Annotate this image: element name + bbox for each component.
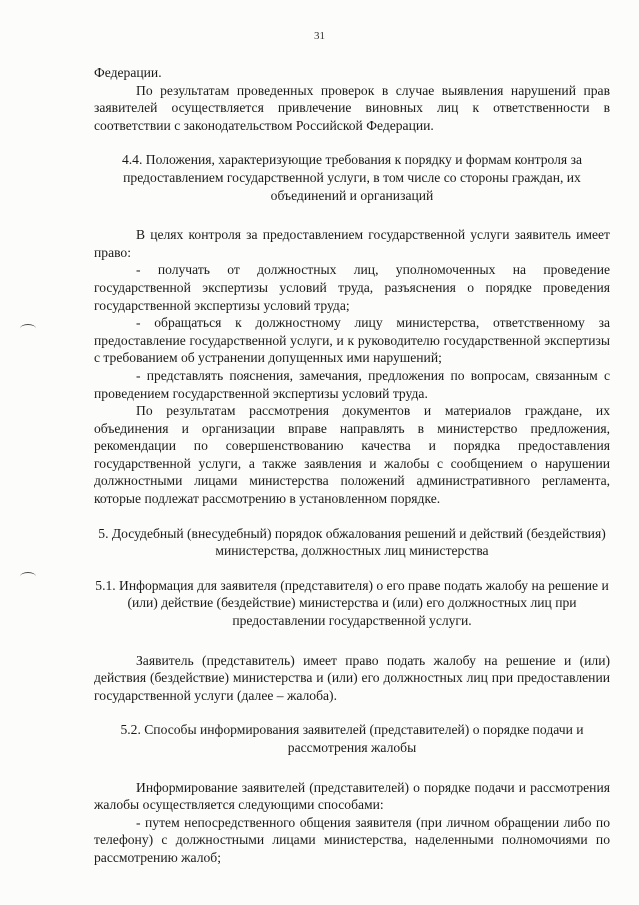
page-number: 31 bbox=[314, 30, 325, 42]
section-heading-4-4: 4.4. Положения, характеризующие требования к порядку и формам контроля за предоставлением государственной услуги, в том числе со стороны граждан, их объединений и организаций bbox=[121, 152, 582, 203]
paragraph: В целях контроля за предоставлением государственной услуги заявитель имеет право: bbox=[94, 227, 610, 260]
list-item: - представлять пояснения, замечания, предложения по вопросам, связанным с проведением государственной экспертизы условий труда. bbox=[94, 367, 610, 401]
paragraph: Информирование заявителей (представителей) о порядке подачи и рассмотрения жалобы осуществляется следующими способами: bbox=[94, 779, 610, 813]
section-heading-5: 5. Досудебный (внесудебный) порядок обжалования решений и действий (бездействия) министерства, должностных лиц министерства bbox=[98, 525, 606, 559]
section-heading-5-1: 5.1. Информация для заявителя (представителя) о его праве подать жалобу на решение и (или) действие (бездействие) министерства и (или) его должностных лиц при предоставлении государственной услуги. bbox=[95, 577, 609, 629]
paragraph: Заявитель (представитель) имеет право подать жалобу на решение и (или) действия (бездействие) министерства и (или) его должностных лиц при предоставлении государственной услуги (далее – жалоба). bbox=[94, 652, 610, 703]
paragraph: Федерации. bbox=[94, 65, 162, 80]
binding-hole-mark bbox=[20, 572, 36, 581]
section-heading-5-2: 5.2. Способы информирования заявителей (представителей) о порядке подачи и рассмотрения жалобы bbox=[120, 722, 584, 755]
list-item: - путем непосредственного общения заявителя (при личном обращении либо по телефону) с должностными лицами министерства, наделенными полномочиями по рассмотрению жалоб; bbox=[94, 814, 610, 865]
paragraph: По результатам рассмотрения документов и материалов граждане, их объединения и организации вправе направлять в министерство предложения, рекомендации по совершенствованию качества и порядка предоставления государственной услуги, а также заявления и жалобы с сообщением о нарушении должностными лицами министерства положений административного регламента, которые подлежат рассмотрению в установленном порядке. bbox=[94, 403, 610, 507]
document-body bbox=[94, 64, 610, 867]
list-item: - получать от должностных лиц, уполномоченных на проведение государственной экспертизы условий труда, разъяснения о порядке проведения государственной экспертизы условий труда; bbox=[94, 262, 610, 313]
binding-hole-mark bbox=[20, 324, 36, 333]
paragraph: По результатам проведенных проверок в случае выявления нарушений прав заявителей осуществляется привлечение виновных лиц к ответственности в соответствии с законодательством Российской Федерации. bbox=[94, 82, 610, 133]
list-item: - обращаться к должностному лицу министерства, ответственному за предоставление государственной услуги, и к руководителю государственной экспертизы с требованием об устранении допущенных ими нарушений; bbox=[94, 315, 610, 366]
